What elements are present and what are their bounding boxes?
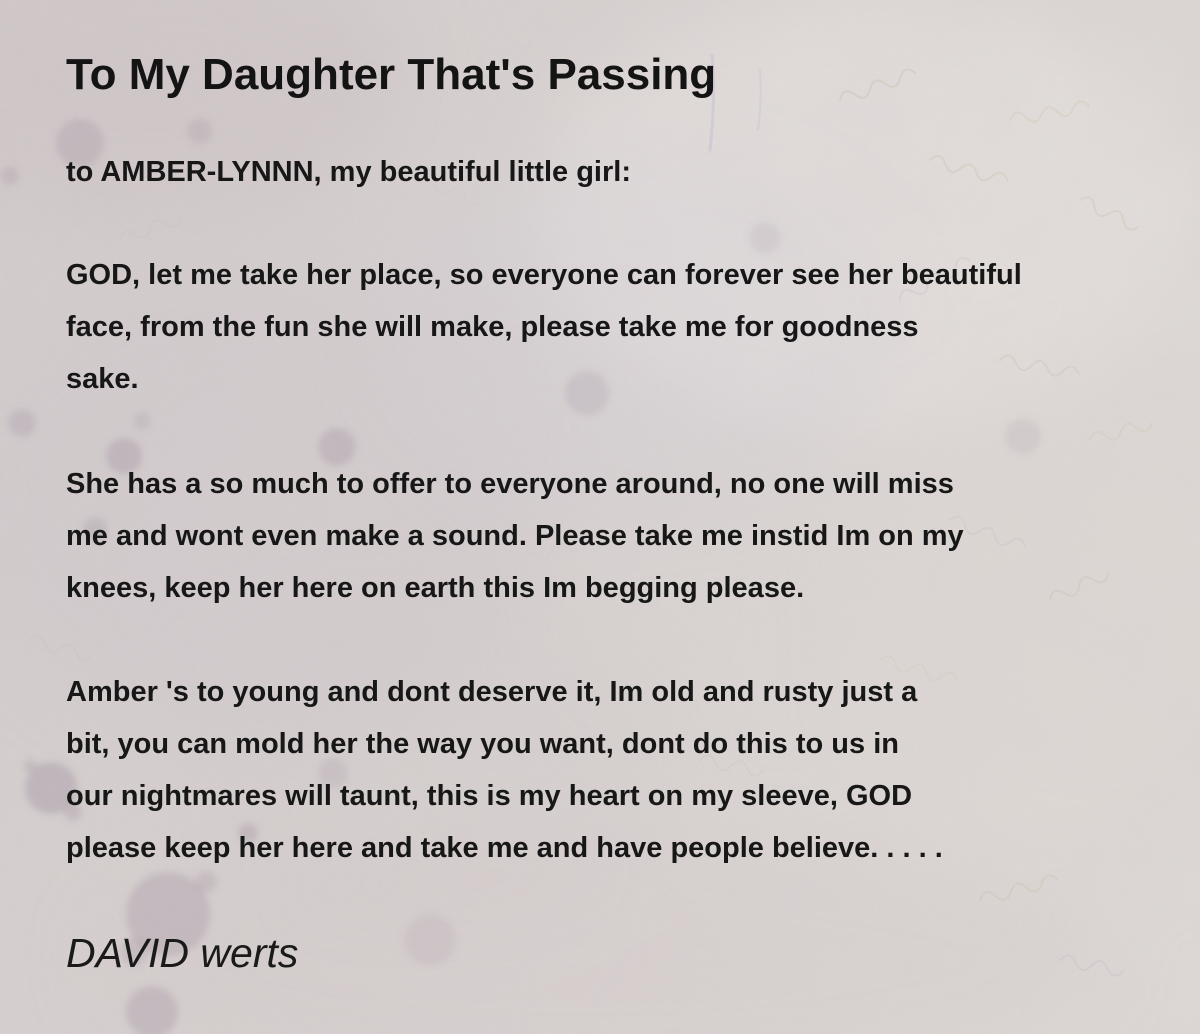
poem-stanza-3: [66, 666, 943, 874]
poem-line: Amber 's to young and dont deserve it, Im old and rusty just a: [66, 676, 918, 708]
poem-line: She has a so much to offer to everyone around, no one will miss: [66, 468, 954, 500]
poem-line: sake.: [66, 363, 139, 395]
poem-line: knees, keep her here on earth this Im begging please.: [66, 572, 805, 604]
poem-stanza-1: [66, 249, 1022, 405]
poem-line: me and wont even make a sound. Please take me instid Im on my: [66, 520, 964, 552]
poem-line: our nightmares will taunt, this is my heart on my sleeve, GOD: [66, 780, 913, 812]
poem-line: bit, you can mold her the way you want, dont do this to us in: [66, 728, 899, 760]
poem-line: face, from the fun she will make, please take me for goodness: [66, 311, 919, 343]
poem-stanza-2: [66, 458, 964, 614]
poem-dedication: to AMBER-LYNNN, my beautiful little girl:: [66, 156, 631, 188]
poem-title: To My Daughter That's Passing: [66, 50, 717, 99]
poem-author-signature: DAVID werts: [66, 930, 299, 976]
poem-line: GOD, let me take her place, so everyone can forever see her beautiful: [66, 259, 1022, 291]
poem-line: please keep her here and take me and have people believe. . . . .: [66, 832, 943, 864]
